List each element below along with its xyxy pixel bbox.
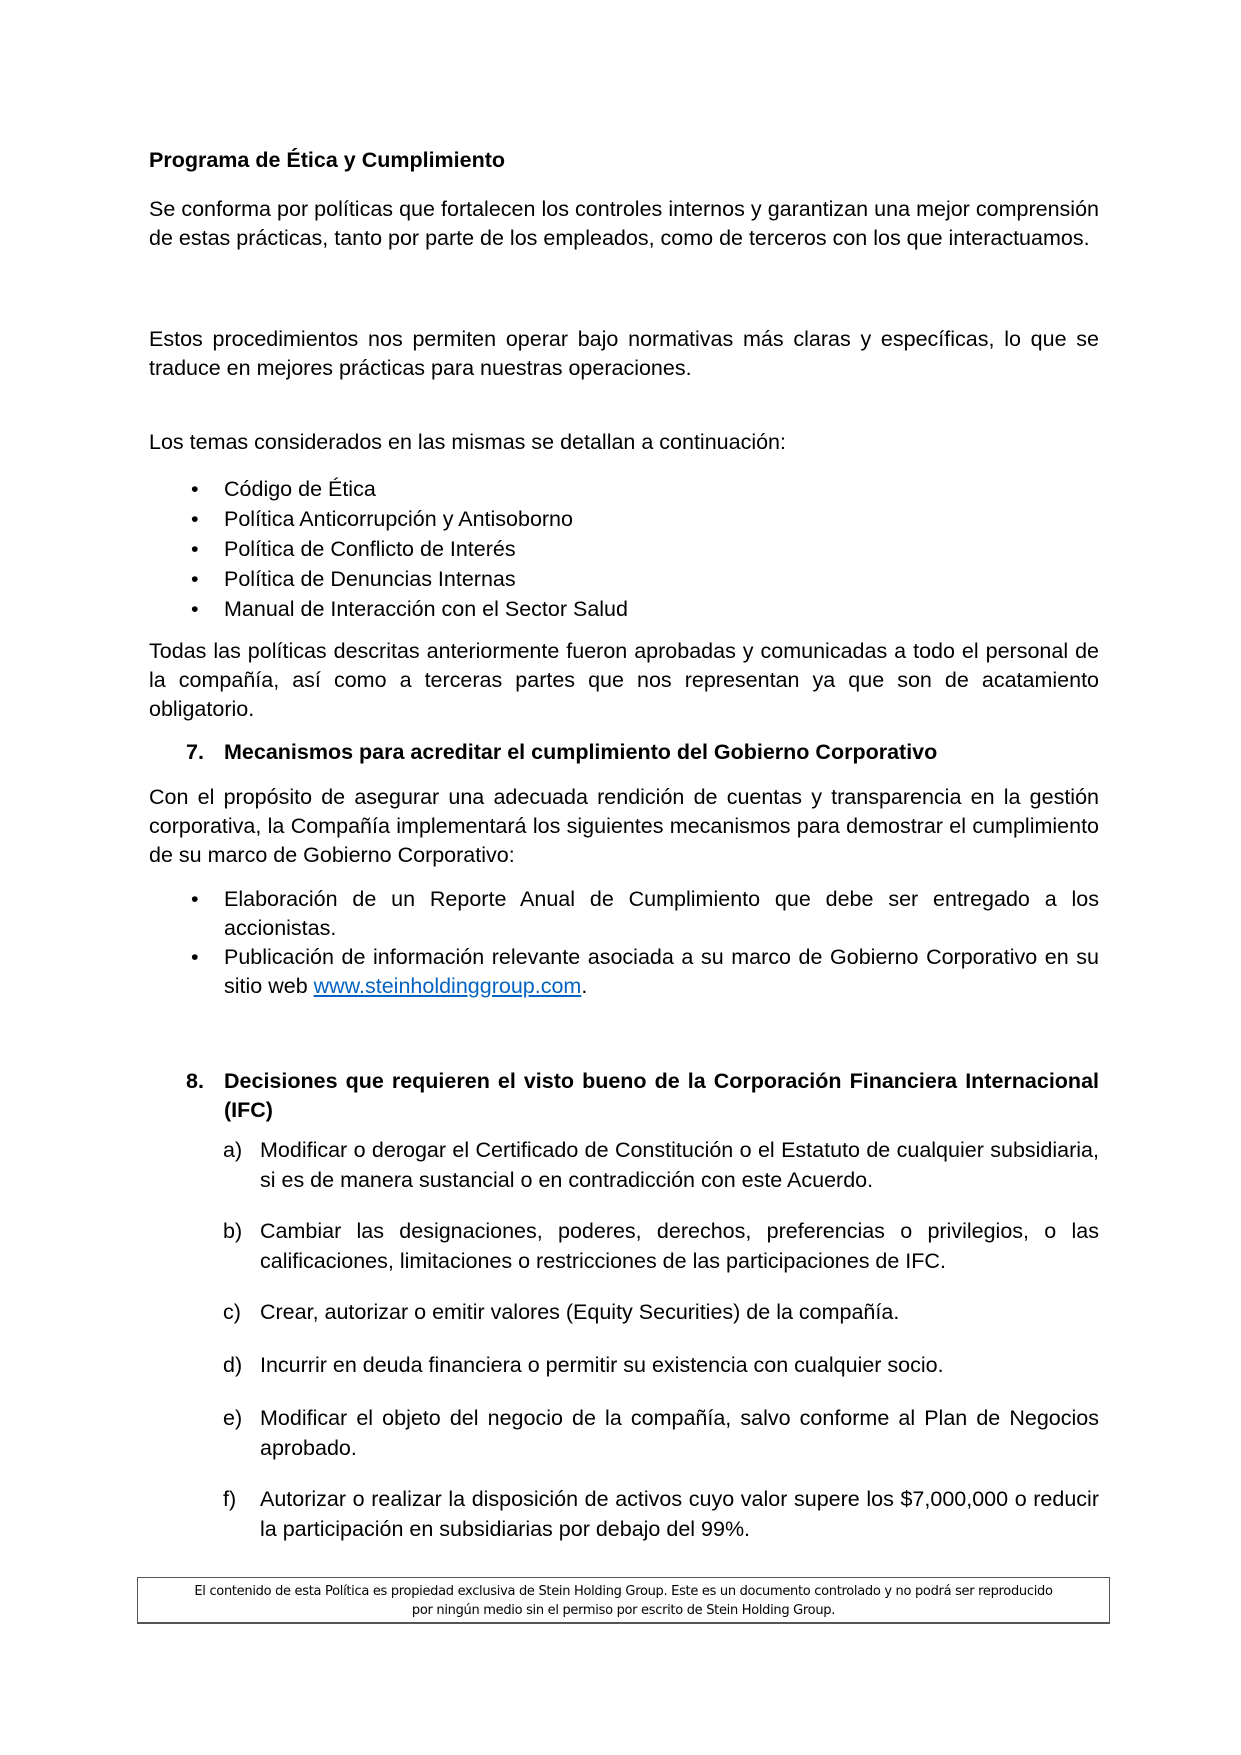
section-title: Programa de Ética y Cumplimiento — [149, 148, 506, 172]
section-7-intro: Con el propósito de asegurar una adecuada rendición de cuentas y transparencia en la gestión corporativa, la Compañía implementará los siguientes mecanismos para demostrar el cumplimiento de su marco de Gobierno Corporativo: — [149, 785, 1099, 867]
paragraph-topics: Los temas considerados en las mismas se detallan a continuación: — [149, 430, 786, 454]
paragraph-procedures: Estos procedimientos nos permiten operar bajo normativas más claras y específicas, lo que se traduce en mejores prácticas para nuestras operaciones. — [149, 327, 1099, 380]
paragraph-policies-note: Todas las políticas descritas anteriormente fueron aprobadas y comunicadas a todo el personal de la compañía, así como a terceras partes que nos representan ya que son de acatamiento obligatorio. — [149, 639, 1099, 721]
footer-line-1: El contenido de esta Política es propiedad exclusiva de Stein Holding Group. Este es un documento controlado y no podrá ser reproducido — [194, 1584, 1053, 1599]
footer-disclaimer — [137, 1577, 1110, 1624]
bullet-icon: • — [191, 887, 199, 911]
bullet-icon: • — [191, 567, 199, 591]
paragraph-intro: Se conforma por políticas que fortalecen los controles internos y garantizan una mejor comprensión de estas prácticas, tanto por parte de los empleados, como de terceros con los que interactuamos. — [149, 197, 1099, 250]
bullet-icon: • — [191, 945, 199, 969]
bullet-icon: • — [191, 477, 199, 501]
bullet-icon: • — [191, 507, 199, 531]
website-link[interactable]: www.steinholdinggroup.com — [313, 974, 582, 998]
bullet-icon: • — [191, 597, 199, 621]
bullet-icon: • — [191, 537, 199, 561]
footer-line-2: por ningún medio sin el permiso por escrito de Stein Holding Group. — [411, 1603, 836, 1618]
